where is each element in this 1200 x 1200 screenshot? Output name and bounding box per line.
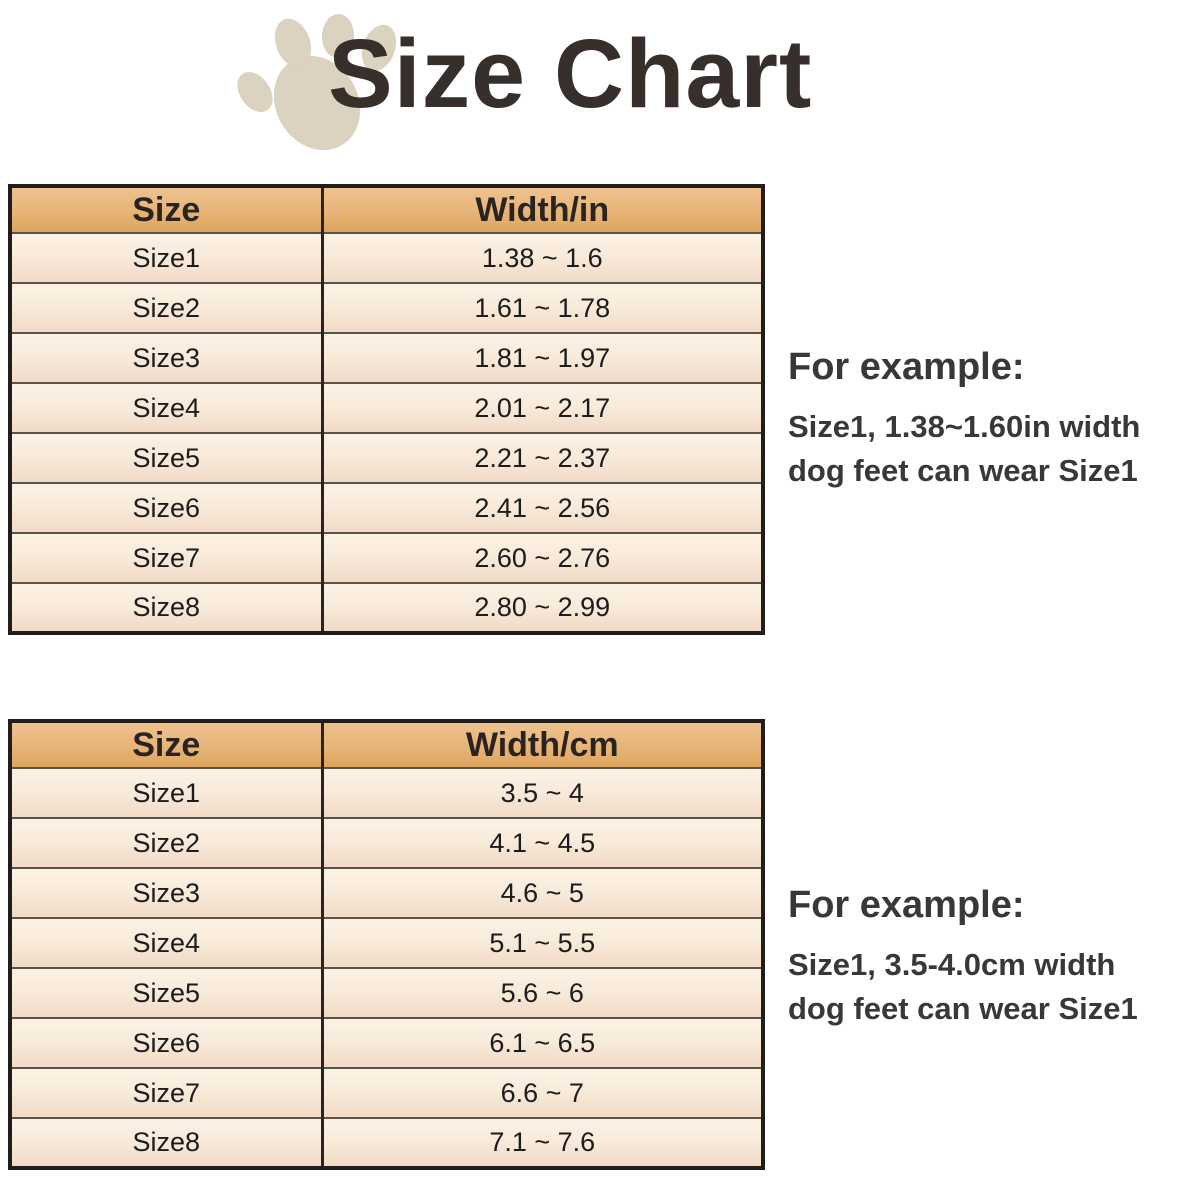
size-cell: Size5 (10, 968, 322, 1018)
table-row (10, 383, 763, 433)
table-row (10, 433, 763, 483)
example-line: Size1, 1.38~1.60in width (788, 409, 1141, 444)
width-cell: 4.1 ~ 4.5 (322, 818, 763, 868)
size-cell: Size6 (10, 483, 322, 533)
header-width-cm: Width/cm (322, 721, 763, 768)
size-cell: Size3 (10, 868, 322, 918)
header-size: Size (10, 721, 322, 768)
width-cell: 2.41 ~ 2.56 (322, 483, 763, 533)
width-cell: 2.21 ~ 2.37 (322, 433, 763, 483)
width-cell: 6.1 ~ 6.5 (322, 1018, 763, 1068)
size-cell: Size2 (10, 283, 322, 333)
table-row (10, 1068, 763, 1118)
width-cell: 3.5 ~ 4 (322, 768, 763, 818)
table-row (10, 233, 763, 283)
width-cell: 5.6 ~ 6 (322, 968, 763, 1018)
width-cell: 1.81 ~ 1.97 (322, 333, 763, 383)
table-row (10, 1118, 763, 1168)
table-body-cm (10, 768, 763, 1168)
width-cell: 4.6 ~ 5 (322, 868, 763, 918)
example-heading: For example: (788, 346, 1025, 388)
table-row (10, 968, 763, 1018)
width-cell: 5.1 ~ 5.5 (322, 918, 763, 968)
size-cell: Size4 (10, 383, 322, 433)
size-cell: Size4 (10, 918, 322, 968)
size-cell: Size1 (10, 768, 322, 818)
width-cell: 2.80 ~ 2.99 (322, 583, 763, 633)
size-cell: Size1 (10, 233, 322, 283)
table-row (10, 283, 763, 333)
table-row (10, 868, 763, 918)
width-cell: 2.60 ~ 2.76 (322, 533, 763, 583)
table-row (10, 918, 763, 968)
table-header-row (10, 186, 763, 233)
size-cell: Size2 (10, 818, 322, 868)
width-cell: 1.61 ~ 1.78 (322, 283, 763, 333)
width-cell: 6.6 ~ 7 (322, 1068, 763, 1118)
table-header-row (10, 721, 763, 768)
example-line: dog feet can wear Size1 (788, 453, 1138, 489)
size-cell: Size8 (10, 583, 322, 633)
example-heading: For example: (788, 884, 1025, 926)
example-block-inches (788, 346, 1200, 493)
table-row (10, 533, 763, 583)
size-cell: Size5 (10, 433, 322, 483)
size-cell: Size7 (10, 533, 322, 583)
size-cell: Size8 (10, 1118, 322, 1168)
table-row (10, 818, 763, 868)
table-row (10, 483, 763, 533)
width-cell: 1.38 ~ 1.6 (322, 233, 763, 283)
page-title: Size Chart (328, 19, 813, 128)
table-body-inches (10, 233, 763, 633)
size-table-cm (8, 719, 765, 1170)
table-row (10, 768, 763, 818)
table-row (10, 1018, 763, 1068)
table-row (10, 583, 763, 633)
width-cell: 2.01 ~ 2.17 (322, 383, 763, 433)
size-table-inches (8, 184, 765, 635)
example-block-cm (788, 884, 1200, 1031)
example-line: dog feet can wear Size1 (788, 991, 1138, 1027)
size-cell: Size3 (10, 333, 322, 383)
header-size: Size (10, 186, 322, 233)
table-row (10, 333, 763, 383)
title-section (0, 0, 1200, 180)
width-cell: 7.1 ~ 7.6 (322, 1118, 763, 1168)
header-width-in: Width/in (322, 186, 763, 233)
example-line: Size1, 3.5-4.0cm width (788, 947, 1116, 982)
size-cell: Size7 (10, 1068, 322, 1118)
size-cell: Size6 (10, 1018, 322, 1068)
